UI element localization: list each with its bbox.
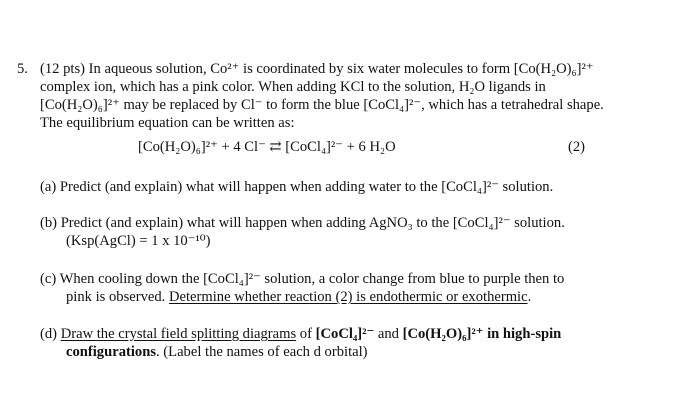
part-b-line-1 [40,214,670,232]
part-b-label: (b) [40,215,58,231]
intro-line-4: The equilibrium equation can be written as: [40,115,295,131]
part-a-line-1 [40,178,670,196]
question-number-text: 5. [17,61,28,77]
question-number [17,60,28,78]
intro-text-1: In aqueous solution, Co²⁺ is coordinated by six water molecules to form [Co(H₂O)₆]²⁺ [88,61,594,77]
part-a [40,178,670,196]
intro-line-3: [Co(H₂O)₆]²⁺ may be replaced by Cl⁻ to form the blue [CoCl₄]²⁻, which has a tetrahedral shape. [40,97,604,113]
part-c-line-2 [40,288,670,306]
question-intro [40,60,670,132]
part-d-line-1 [40,325,670,343]
part-b-text: Predict (and explain) what will happen when adding AgNO₃ to the [CoCl₄]²⁻ solution. [60,215,565,231]
part-c-text-1: When cooling down the [CoCl₄]²⁻ solution, a color change from blue to purple then to [59,271,565,287]
part-c-text-2: pink is observed. [66,289,169,305]
equation-number: (2) [568,139,586,155]
part-d-and: and [374,326,403,342]
part-c-label: (c) [40,271,57,287]
equilibrium-equation: [Co(H₂O)₆]²⁺ + 4 Cl⁻ ⇄ [CoCl₄]²⁻ + 6 H₂O [138,139,396,155]
part-d-label: (d) [40,326,58,342]
intro-line-2: complex ion, which has a pink color. When adding KCl to the solution, H₂O ligands in [40,79,546,95]
part-d-configurations: configurations [66,344,156,360]
points-label: (12 pts) [40,61,85,77]
part-d-high-spin: in high-spin [483,326,562,342]
part-d-line-2 [40,343,670,361]
part-a-label: (a) [40,179,57,195]
part-c-line-1 [40,270,670,288]
part-d [40,325,670,361]
intro-line-1 [40,60,670,78]
part-b [40,214,670,250]
part-d-underlined-instruction: Draw the crystal field splitting diagrams [60,326,297,342]
part-b-line-2: (Ksp(AgCl) = 1 x 10⁻¹⁰) [66,233,211,249]
part-c [40,270,670,306]
part-d-tail: . (Label the names of each d orbital) [156,344,368,360]
part-c-period: . [527,289,532,305]
part-d-complex-2: [Co(H₂O)₆]²⁺ [402,326,484,342]
part-c-underlined-instruction: Determine whether reaction (2) is endothermic or exothermic [168,289,528,305]
part-d-of: of [296,326,316,342]
part-d-complex-1: [CoCl₄]²⁻ [315,326,375,342]
part-a-text: Predict (and explain) what will happen when adding water to the [CoCl₄]²⁻ solution. [59,179,554,195]
